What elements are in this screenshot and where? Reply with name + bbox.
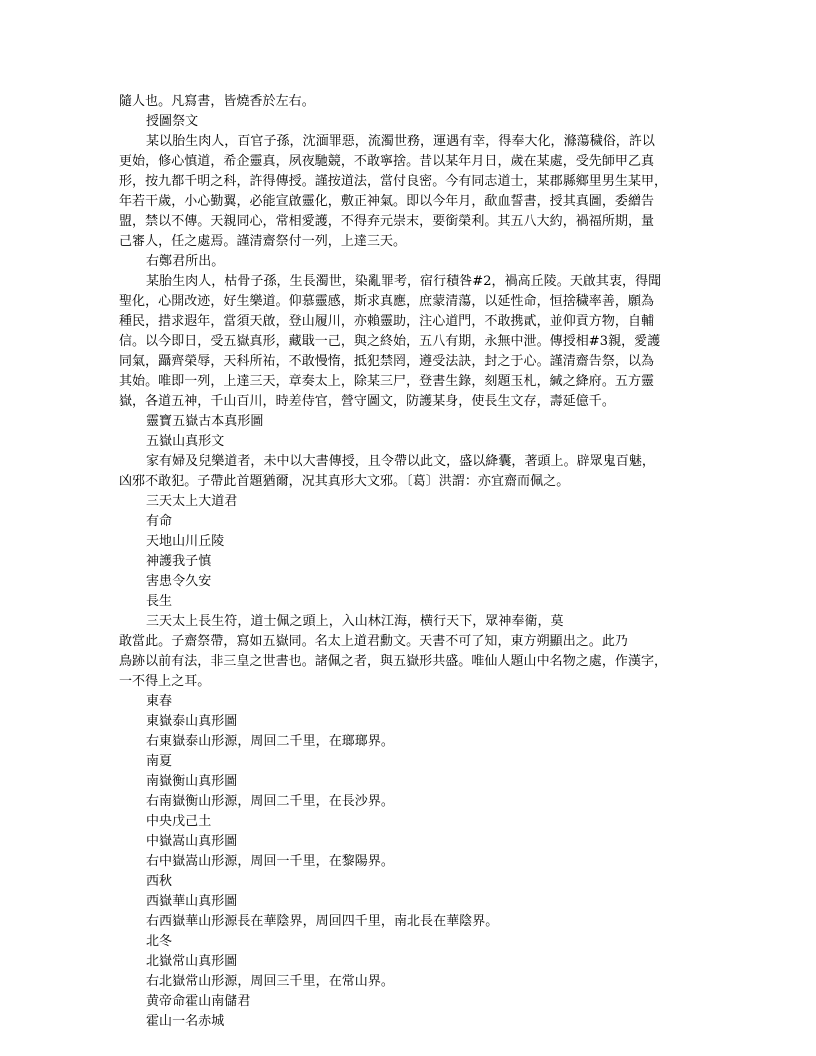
text-line: 嶽，各道五神，千山百川，時差侍官，營守圖文，防護某身，使長生文存，壽延億千。 [119,394,615,409]
text-line: 右南嶽衡山形源，周回二千里，在長沙界。 [146,794,394,809]
text-line: 三天太上長生符，道士佩之頭上，入山林江海，横行天下，眾神奉衛，莫 [146,614,564,629]
text-line: 信。以今即日，受五嶽真形，藏戢一己，與之終始，五八有期，永無中泄。傳授相#3親，愛護 [119,334,661,349]
section-heading: 東春 [146,694,173,709]
text-line: 聖化，心開改迹，好生樂道。仰慕靈感，斯求真應，庶蒙清蕩，以延性命，恒捨穢率善，願為 [119,294,655,309]
text-line: 己審人，任之處焉。謹清齋祭付一列，上達三天。 [119,234,407,249]
section-heading: 授圖祭文 [146,114,199,129]
text-line: 更始，修心慎道，希企靈真，夙夜馳競，不敢寧捨。昔以某年月日，歲在某處，受先師甲乙真 [119,154,655,169]
text-line: 凶邪不敢犯。子帶此首題猶爾，况其真形大文邪。〔葛〕洪謂：亦宜齋而佩之。 [119,474,570,489]
text-line: 敢當此。子齋祭帶，寫如五嶽同。名太上道君勳文。天書不可了知，東方朔顯出之。此乃 [119,634,628,649]
section-heading: 中嶽嵩山真形圖 [146,834,238,849]
text-line: 霍山一名赤城 [146,1014,225,1029]
text-line: 害患令久安 [146,574,212,589]
section-heading: 南夏 [146,754,173,769]
text-line: 種民，措求遐年，當須天啟，登山履川，亦賴靈助，注心道門，不敢携貳，並仰貢方物，自輔 [119,314,655,329]
text-line: 有命 [146,514,173,529]
text-line: 家有婦及兒樂道者，未中以大書傳授，且令帶以此文，盛以絳囊，著頭上。辟眾鬼百魅， [146,454,655,469]
text-line: 其始。唯即一列，上達三天，章奏太上，除某三尸，登書生錄，刻題玉札，緘之絳府。五方靈 [119,374,655,389]
text-line: 同氣，躡齊榮辱，天科所祐，不敢慢惰，抵犯禁罔，遵受法訣，封之于心。謹清齋告祭，以為 [119,354,655,369]
text-line: 某胎生肉人，枯骨子孫，生長濁世，染亂罪考，宿行積咎#2，禍高丘陵。天啟其衷，得聞 [146,274,662,289]
text-line: 神護我子慎 [146,554,212,569]
text-line: 某以胎生肉人，百官子孫，沈湎罪惡，流濁世務，運遇有幸，得奉大化，滌蕩穢俗，許以 [146,134,655,149]
text-line: 年若干歲，小心勤翼，必能宣啟靈化，敷正神氣。即以今年月，歃血誓書，授其真圖，委繒告 [119,194,655,209]
section-heading: 五嶽山真形文 [146,434,225,449]
text-line: 三天太上大道君 [146,494,238,509]
text-line: 鳥跡以前有法，非三皇之世書也。諸佩之者，與五嶽形共盛。唯仙人題山中名物之處，作漢字， [119,654,668,669]
section-heading: 靈寶五嶽古本真形圖 [146,414,264,429]
text-line: 一不得上之耳。 [119,674,211,689]
section-heading: 南嶽衡山真形圖 [146,774,238,789]
text-line: 長生 [146,594,173,609]
text-line: 右中嶽嵩山形源，周回一千里，在黎陽界。 [146,854,394,869]
section-heading: 東嶽泰山真形圖 [146,714,238,729]
text-line: 右北嶽常山形源，周回三千里，在常山界。 [146,974,394,989]
section-heading: 中央戊己土 [146,814,212,829]
text-line: 隨人也。凡寫書，皆燒香於左右。 [119,94,315,109]
section-heading: 西嶽華山真形圖 [146,894,238,909]
text-line: 右西嶽華山形源長在華陰界，周回四千里，南北長在華陰界。 [146,914,499,929]
text-line: 右鄭君所出。 [146,254,225,269]
text-line: 天地山川丘陵 [146,534,225,549]
text-line: 右東嶽泰山形源，周回二千里，在瑯瑯界。 [146,734,394,749]
text-line: 形，按九都千明之科，許得傳授。謹按道法，當付良密。今有同志道士，某郡縣鄉里男生某甲， [119,174,668,189]
section-heading: 北嶽常山真形圖 [146,954,238,969]
section-heading: 北冬 [146,934,173,949]
section-heading: 西秋 [146,874,173,889]
text-line: 盟，禁以不傳。天親同心，常相愛護，不得弃元崇末，要銜榮利。其五八大約，禍福所期，量 [119,214,655,229]
section-heading: 黄帝命霍山南儲君 [146,994,251,1009]
